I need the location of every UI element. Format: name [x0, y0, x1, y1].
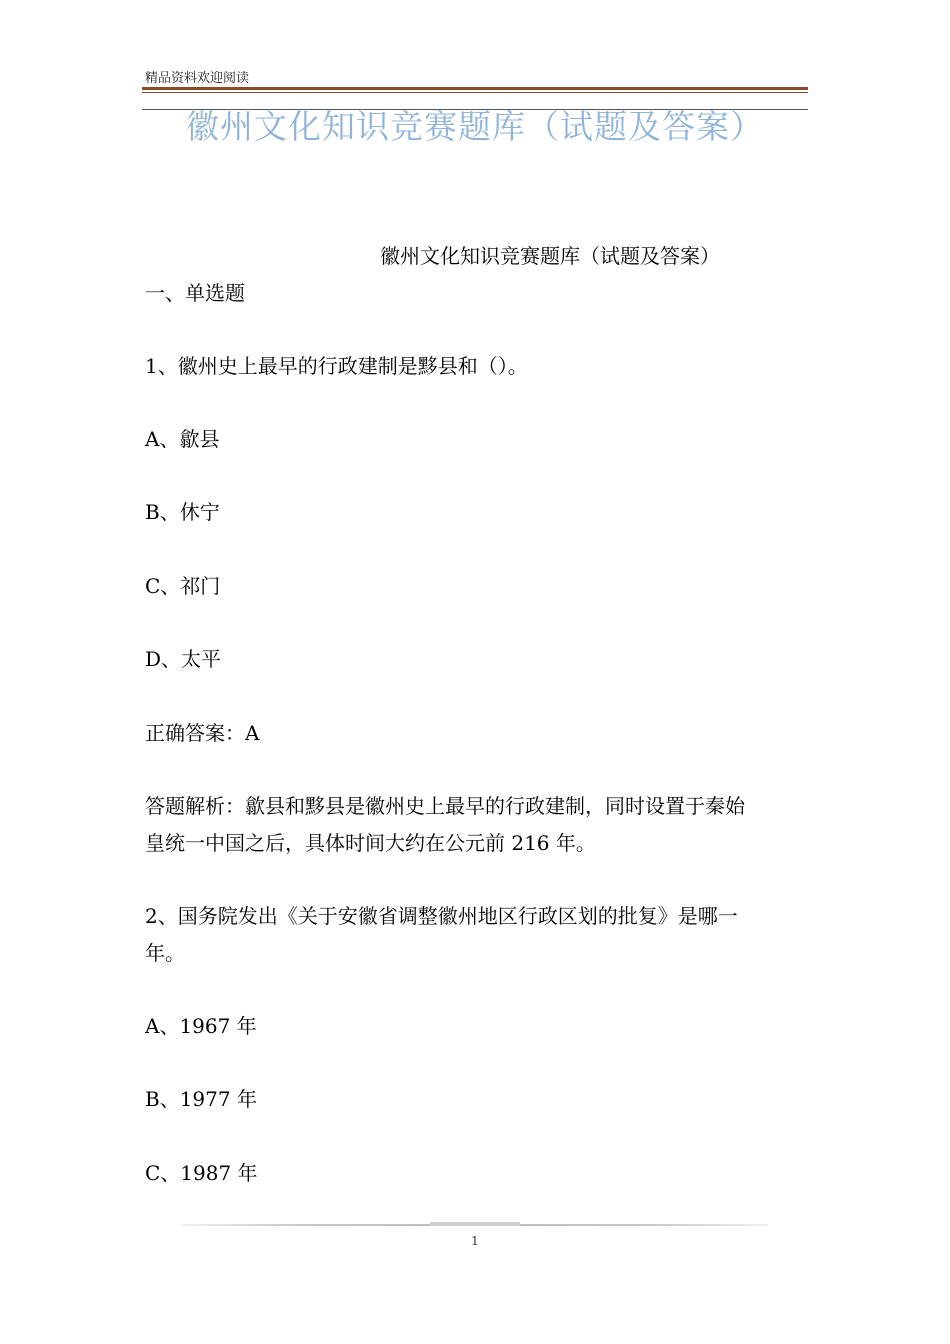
q1-option-c: C、祁门 — [145, 574, 221, 598]
header-rule-thin — [142, 92, 808, 93]
header-rule — [142, 87, 808, 90]
page-header-text: 精品资料欢迎阅读 — [145, 71, 250, 86]
q2-option-c: C、1987 年 — [145, 1161, 258, 1185]
q1-option-d: D、太平 — [145, 647, 222, 671]
q2-option-a: A、1967 年 — [145, 1014, 257, 1038]
q1-explanation-line-1: 答题解析：歙县和黟县是徽州史上最早的行政建制，同时设置于秦始 — [145, 794, 745, 818]
q1-option-a: A、歙县 — [145, 427, 220, 451]
q2-option-b: B、1977 年 — [145, 1087, 257, 1111]
question-1: 1、徽州史上最早的行政建制是黟县和（）。 — [145, 354, 528, 378]
q1-explanation-line-2: 皇统一中国之后，具体时间大约在公元前 216 年。 — [145, 831, 596, 855]
document-title: 徽州文化知识竞赛题库（试题及答案） — [186, 107, 764, 146]
document-subtitle: 徽州文化知识竞赛题库（试题及答案） — [380, 244, 720, 268]
question-2-line-1: 2、国务院发出《关于安徽省调整徽州地区行政区划的批复》是哪一 — [145, 904, 738, 928]
page-number: 1 — [471, 1234, 479, 1248]
footer-rule-accent — [430, 1222, 520, 1226]
q1-option-b: B、休宁 — [145, 500, 220, 524]
section-heading: 一、单选题 — [145, 281, 245, 305]
question-2-line-2: 年。 — [145, 941, 185, 965]
q1-answer: 正确答案：A — [145, 721, 260, 745]
